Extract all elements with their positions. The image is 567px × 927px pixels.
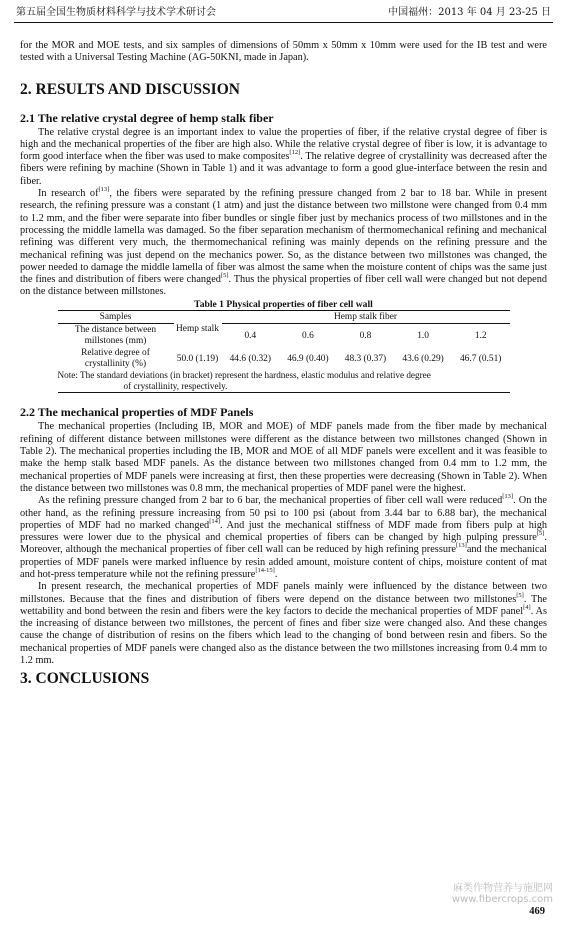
table-header-samples: Samples: [58, 310, 174, 324]
running-header: [14, 6, 553, 23]
table-cell: 1.2: [474, 330, 487, 341]
section-3-heading: 3. CONCLUSIONS: [20, 670, 150, 688]
citation: [14]: [209, 517, 221, 525]
citation: [5]: [536, 530, 545, 538]
paragraph-2-1-a: The relative crystal degree is an important index to value the properties of fiber, if the relative crystal degree of fiber is high and the mechanical properties of the fiber are high also. While the relative crystal degree of fiber is low, it is advantage to form good interface when the fiber was used to make composites[12]. The relative degree of crystallinity was decreased after the fibers were refining by machine (Shown in Table 1) and it was advantage to form a good glue-interface between the resin and fiber.: [20, 126, 547, 187]
table-cell: 48.3 (0.37): [344, 353, 387, 364]
page-body: [20, 40, 547, 701]
table-cell: 0.6: [302, 330, 314, 341]
table-cell: 50.0 (1.19): [176, 353, 219, 364]
site-watermark: 麻类作物营养与施肥网 www.fibercrops.com: [451, 883, 553, 905]
citation: [13]: [98, 186, 110, 194]
citation: [5]: [220, 272, 229, 280]
section-2-1-heading: 2.1 The relative crystal degree of hemp stalk fiber: [20, 110, 274, 125]
citation: [13]: [502, 493, 514, 501]
citation: [14-15]: [255, 567, 275, 574]
table-header-hemp-stalk: Hemp stalk: [174, 310, 222, 347]
page-number: 469: [529, 906, 545, 917]
paragraph-2-1-b: In research of[13], the fibers were separated by the refining pressure changed from 2 bar to 18 bar. While in present research, the refining pressure was a constant (1 atm) and just the distance between two millstone were changed from 0.4 mm to 1.2 mm, and the fiber were separate into fiber bundles or single fiber just by mechanics process of two millstones and in the processing the middle lamella was damaged. So the fiber separation mechanism of thermomechanical refining and mechanical refining was different very much, the thermomechanical refining was mainly depends on the refining pressure and the mechanical refining was just depend on the mechanics power. So, as the distance between two millstones was changed, the power needed to damage the middle lamella of fiber was almost the same when the moisture content of chips was the same just the fines and distribution of fibers were changed[5]. Thus the physical properties of fiber cell wall were changed but not depend on the distance between millstones.: [20, 186, 547, 298]
table-cell: 44.6 (0.32): [229, 353, 271, 364]
table-cell: 46.9 (0.40): [287, 353, 329, 364]
conference-title: 第五届全国生物质材料科学与技术学术研讨会: [16, 7, 216, 18]
paragraph-2-2-b: As the refining pressure changed from 2 bar to 6 bar, the mechanical properties of fiber cell wall were reduced[13]. On the other hand, as the refining pressure increasing from 50 psi to 100 psi (about from 3.44 bar to 6.88 bar), the mechanical properties of MDF had no marked changed[14]. And just the mechanical stiffness of MDF made from fibers pulp at high pressures were lower due to the physical and chemical properties of fibers can be changed by high pulping pressure[5]. Moreover, although the mechanical properties of fiber cell wall can be reduced by high refining pressure[13]and the mechanical properties of MDF panels were marked influence by resin added amount, moisture content of chips, moisture content of mat and hot-press temperature while not the refining pressure[14-15].: [20, 493, 547, 580]
citation: [4]: [523, 603, 531, 611]
table-1-note: Note: The standard deviations (in bracket) represent the hardness, elastic modulus and relative degree of crystallinity, respectively.: [58, 370, 510, 393]
table-row-label-distance: The distance between millstones (mm): [74, 325, 157, 346]
table-1: [58, 310, 510, 371]
paragraph-2-2-c: In present research, the mechanical properties of MDF panels mainly were influenced by the distance between two millstones. Because that the fines and distribution of fibers were depend on the distance between two millstones[5]. The wettability and bond between the resin and fibers were the key factors to decide the mechanical properties of MDF panel[4]. As the increasing of distance between two millstones, the percent of fines and fiber size were changed also. And these changes cause the change of distribution of resins on the fibers which lead to the changing of bond between resin and fibers. So the mechanical properties of MDF panels were changed also as the distance between the two millstones increasing from 0.4 mm to 1.2 mm.: [20, 581, 547, 667]
table-row-label-crystallinity: Relative degree of crystallinity (%): [81, 348, 150, 369]
table-1-caption: Table 1 Physical properties of fiber cell wall: [194, 298, 373, 310]
table-cell: 43.6 (0.29): [402, 353, 444, 364]
citation: [13]: [455, 542, 467, 550]
paragraph-2-2-a: The mechanical properties (Including IB, MOR and MOE) of MDF panels made from the fiber made by mechanical refining of different distance between millstones were different as the distance between two millstones changed (Shown in Table 2). The mechanical properties including the IB, MOR and MOE of all MDF panels were excellent and it was feasible to make the hemp stalk based MDF panels. As the distance between two millstones changed from 0.4 mm to 1.2 mm, the mechanical properties of MDF panels were increasing at first, then these properties were decreasing (Shown in Table 2). When the distance between two millstones was 0.8 mm, the mechanical properties of MDF panel were the highest.: [20, 421, 547, 494]
table-header-hemp-stalk-fiber: Hemp stalk fiber: [222, 310, 510, 324]
section-2-heading: 2. RESULTS AND DISCUSSION: [20, 80, 240, 98]
table-cell: 0.8: [359, 330, 372, 341]
intro-paragraph: for the MOR and MOE tests, and six samples of dimensions of 50mm x 50mm x 10mm were used for the IB test and were tested with a Universal Testing Machine (AG-50KNI, made in Japan).: [20, 40, 547, 64]
table-cell: 46.7 (0.51): [459, 353, 502, 364]
conference-date-location: 中国福州：2013 年 04 月 23-25 日: [388, 7, 551, 18]
citation: [5]: [516, 591, 524, 599]
table-cell: 0.4: [244, 330, 257, 341]
table-cell: 1.0: [417, 330, 429, 341]
section-2-2-heading: 2.2 The mechanical properties of MDF Panels: [20, 405, 254, 420]
citation: [12]: [289, 149, 301, 157]
